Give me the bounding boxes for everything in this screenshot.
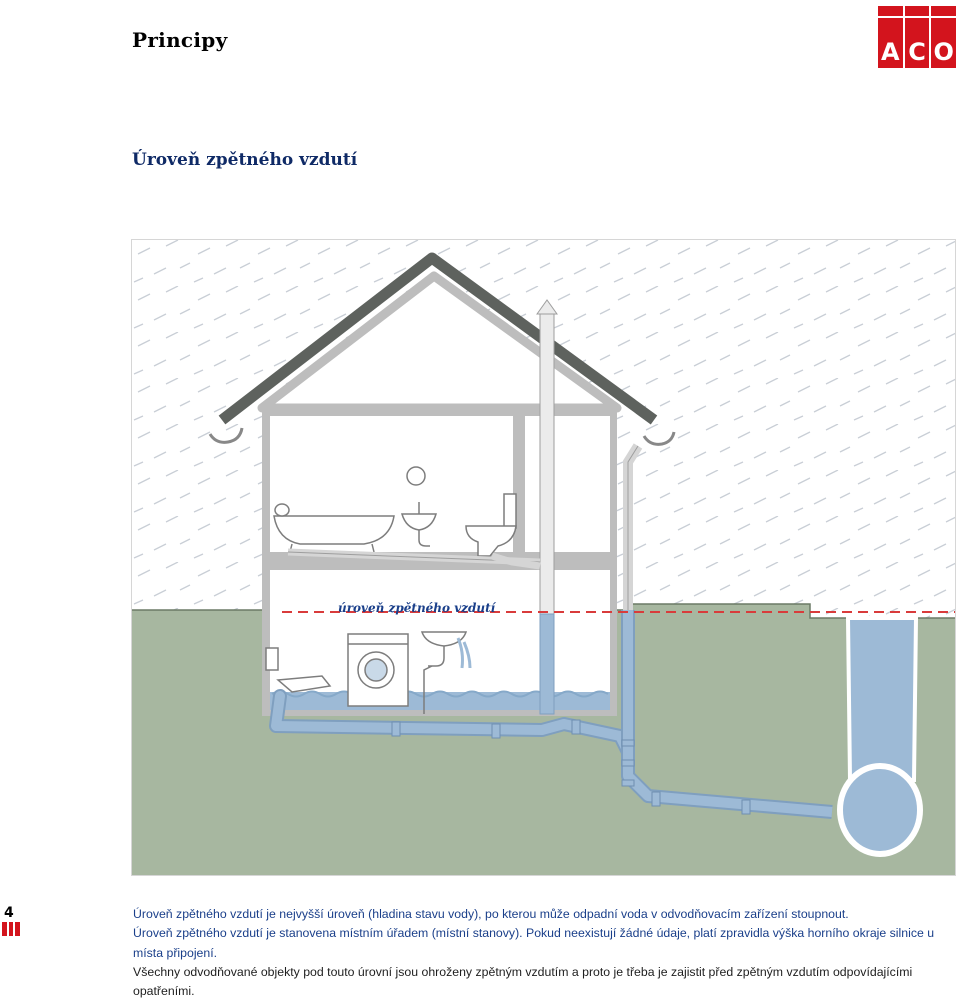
section-title: Principy (132, 28, 228, 52)
backflow-level-illustration (131, 239, 956, 876)
paragraph-protection: Všechny odvodňované objekty pod touto úrovní jsou ohroženy zpětným vzdutím a proto je třeba je zajistit před zpětným vzdutím odpovídajícími opatřeními. (133, 964, 913, 999)
page-number: 4 (4, 905, 14, 921)
logo-cell (905, 6, 930, 68)
aco-logo (878, 6, 956, 68)
paragraph-definition: Úroveň zpětného vzdutí je nejvyšší úroveň (hladina stavu vody), po kterou může odpadní voda v odvodňovacím zařízení stoupnout. (133, 907, 849, 921)
body-text (133, 905, 948, 1001)
paragraph-determination: Úroveň zpětného vzdutí je stanovena místním úřadem (místní stanovy). Pokud neexistují žádné údaje, platí zpravidla výška horního okraje silnice u místa připojení. (133, 926, 935, 960)
vent-stack-water (540, 614, 554, 714)
page-marker (2, 922, 20, 936)
subtitle: Úroveň zpětného vzdutí (132, 150, 358, 170)
washing-machine (348, 634, 408, 706)
backflow-level-label: úroveň zpětného vzdutí (338, 601, 496, 615)
logo-cell (878, 6, 903, 68)
street-sewer (840, 618, 920, 854)
logo-letter: O (933, 38, 954, 66)
logo-letter: C (908, 38, 926, 66)
logo-letter: A (881, 38, 900, 66)
logo-cell (931, 6, 956, 68)
